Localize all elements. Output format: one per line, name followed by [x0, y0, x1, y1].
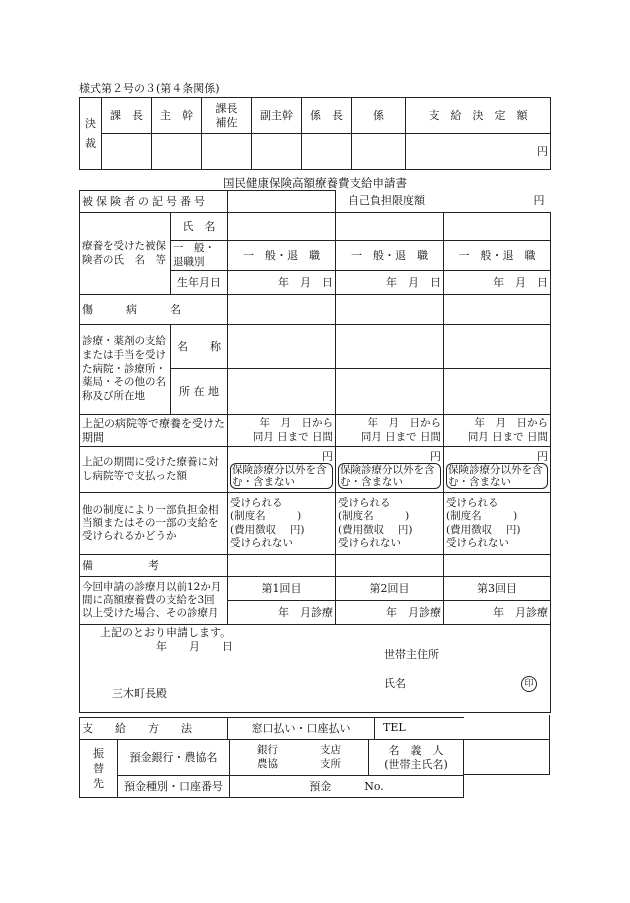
category-label: 一 般・退職別: [171, 241, 228, 271]
yen-unit: 円: [533, 194, 545, 208]
other-system-field[interactable]: 受けられる (制度名 ) (費用徴収 円) 受けられない: [336, 493, 444, 555]
paid-scope-choice[interactable]: 保険診療分以外を含む・含まない: [446, 463, 548, 489]
approval-header-chief-manager: 主 幹: [152, 98, 202, 134]
period-field[interactable]: [228, 415, 336, 447]
patient-group-label: 療養を受けた被保険者の氏 名 等: [80, 213, 171, 295]
applicant-name-label: 氏名: [384, 677, 406, 690]
period-field[interactable]: [444, 415, 551, 447]
approval-amount-field[interactable]: [406, 134, 551, 170]
paid-amount-label: 上記の期間に受けた療養に対し病院等で支払った額: [80, 447, 228, 493]
birth-date-field[interactable]: 年 月 日: [444, 271, 551, 295]
provider-name-field[interactable]: [444, 325, 551, 369]
declaration-statement: 上記のとおり申請します。: [100, 626, 232, 639]
history-month-field[interactable]: 年 月診療: [444, 601, 551, 625]
approval-header-deputy-manager: 副主幹: [252, 98, 302, 134]
approval-header-staff: 係: [352, 98, 406, 134]
provider-address-field[interactable]: [444, 369, 551, 415]
payment-method-label: 支 給 方 法: [80, 718, 228, 740]
history-month-field[interactable]: 年 月診療: [228, 601, 336, 625]
approval-stamp-box[interactable]: [252, 134, 302, 170]
account-type-label: 預金種別・口座番号: [118, 776, 230, 798]
payment-table: [79, 717, 464, 740]
provider-group-label: 診療・薬剤の支給または手当を受けた病院・診療所・薬局・その他の名称及び所在地: [80, 325, 171, 415]
period-field[interactable]: [336, 415, 444, 447]
self-pay-limit-field[interactable]: [336, 191, 551, 213]
approval-stamp-box[interactable]: [102, 134, 152, 170]
period-to: 同月 日まで 日間: [252, 430, 333, 443]
paid-amount-field[interactable]: [336, 447, 444, 493]
bank-line: 銀行 支店: [257, 744, 341, 757]
birth-date-label: 生年月日: [171, 271, 228, 295]
provider-address-label: 所 在 地: [171, 369, 228, 415]
name-label: 氏 名: [171, 213, 228, 241]
insured-number-label: 被保険者の記号番号: [80, 191, 228, 213]
account-number-field[interactable]: 預金 No.: [230, 776, 464, 798]
patient-name-field[interactable]: [336, 213, 444, 241]
yen-unit: 円: [537, 449, 548, 463]
approval-stamp-box[interactable]: [302, 134, 352, 170]
category-choice[interactable]: 一 般・退 職: [444, 241, 551, 271]
history-count: 第1回目: [228, 577, 336, 601]
disease-field[interactable]: [444, 295, 551, 325]
other-system-field[interactable]: 受けられる (制度名 ) (費用徴収 円) 受けられない: [444, 493, 551, 555]
provider-address-field[interactable]: [228, 369, 336, 415]
remarks-label: 備 考: [80, 555, 228, 577]
account-holder-label: 名 義 人 (世帯主氏名): [369, 740, 464, 776]
transfer-label: 振替先: [80, 740, 118, 798]
remarks-field[interactable]: [336, 555, 444, 577]
approval-table: [79, 97, 551, 170]
approval-header-deputy-chief: 課長補佐: [202, 98, 252, 134]
approval-stamp-box[interactable]: [202, 134, 252, 170]
declaration-block: [80, 625, 551, 713]
birth-date-field[interactable]: 年 月 日: [228, 271, 336, 295]
history-count: 第3回目: [444, 577, 551, 601]
paid-amount-field[interactable]: [444, 447, 551, 493]
period-from: 年 月 日から: [474, 417, 548, 430]
insured-number-field[interactable]: [228, 191, 336, 213]
account-holder-name-field[interactable]: [463, 739, 550, 775]
cooperative-line: 農協 支所: [257, 757, 341, 770]
period-label: 上記の病院等で療養を受けた期間: [80, 415, 228, 447]
household-address-label: 世帯主住所: [384, 648, 439, 661]
other-system-label: 他の制度により一部負担金相当額またはその一部の支給を受けられるかどうか: [80, 493, 228, 555]
disease-field[interactable]: [336, 295, 444, 325]
form-title: 国民健康保険高額療養費支給申請書: [223, 176, 407, 190]
category-choice[interactable]: 一 般・退 職: [336, 241, 444, 271]
approval-stamp-box[interactable]: [152, 134, 202, 170]
bank-field[interactable]: [230, 740, 369, 776]
disease-field[interactable]: [228, 295, 336, 325]
addressee: 三木町長殿: [112, 687, 167, 700]
application-table: [79, 190, 551, 713]
payment-method-choice[interactable]: 窓口払い・口座払い: [228, 718, 375, 740]
self-pay-limit-label: 自己負担限度額: [348, 194, 425, 208]
seal-mark: 印: [521, 676, 537, 692]
paid-scope-choice[interactable]: 保険診療分以外を含む・含まない: [230, 463, 333, 489]
yen-unit: 円: [430, 449, 441, 463]
provider-name-field[interactable]: [228, 325, 336, 369]
disease-label: 傷 病 名: [80, 295, 228, 325]
yen-unit: 円: [537, 144, 548, 158]
bank-label: 預金銀行・農協名: [118, 740, 230, 776]
approval-header-subsection-chief: 係 長: [302, 98, 352, 134]
remarks-field[interactable]: [228, 555, 336, 577]
period-to: 同月 日まで 日間: [467, 430, 548, 443]
history-month-field[interactable]: 年 月診療: [336, 601, 444, 625]
tel-label: TEL: [383, 721, 406, 734]
other-system-field[interactable]: 受けられる (制度名 ) (費用徴収 円) 受けられない: [228, 493, 336, 555]
patient-name-field[interactable]: [228, 213, 336, 241]
provider-address-field[interactable]: [336, 369, 444, 415]
provider-name-field[interactable]: [336, 325, 444, 369]
approval-side-label: 決裁: [80, 98, 102, 170]
yen-unit: 円: [322, 449, 333, 463]
paid-amount-field[interactable]: [228, 447, 336, 493]
provider-name-label: 名 称: [171, 325, 228, 369]
declaration-date[interactable]: 年 月 日: [156, 640, 233, 653]
form-number: 様式第２号の３(第４条関係): [79, 82, 220, 95]
category-choice[interactable]: 一 般・退 職: [228, 241, 336, 271]
approval-stamp-box[interactable]: [352, 134, 406, 170]
period-from: 年 月 日から: [259, 417, 333, 430]
border-line: [549, 715, 550, 740]
transfer-table: [79, 739, 464, 798]
history-label: 今回申請の診療月以前12か月間に高額療養費の支給を3回以上受けた場合、その診療月: [80, 577, 228, 625]
remarks-field[interactable]: [444, 555, 551, 577]
paid-scope-choice[interactable]: 保険診療分以外を含む・含まない: [338, 463, 441, 489]
birth-date-field[interactable]: 年 月 日: [336, 271, 444, 295]
approval-header-section-chief: 課 長: [102, 98, 152, 134]
period-from: 年 月 日から: [367, 417, 441, 430]
approval-amount-header: 支 給 決 定 額: [406, 98, 551, 134]
period-to: 同月 日まで 日間: [360, 430, 441, 443]
history-count: 第2回目: [336, 577, 444, 601]
patient-name-field[interactable]: [444, 213, 551, 241]
